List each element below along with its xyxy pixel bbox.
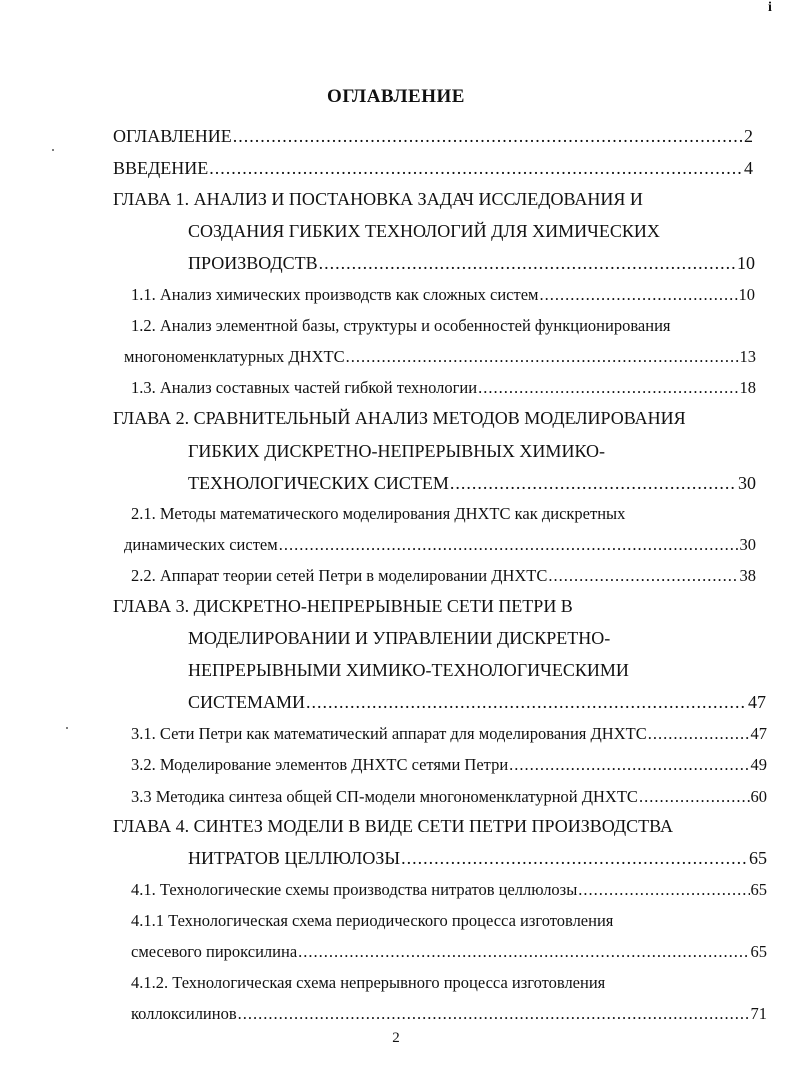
toc-leader-dots	[450, 472, 737, 494]
toc-page-number: 47	[750, 724, 767, 743]
page-title: ОГЛАВЛЕНИЕ	[327, 86, 465, 107]
toc-entry-title: ОГЛАВЛЕНИЕ	[113, 126, 232, 146]
toc-leader-dots	[509, 754, 749, 776]
toc-leader-dots	[279, 534, 739, 556]
toc-section-4-1[interactable]	[131, 879, 767, 901]
toc-page-number: 65	[750, 880, 767, 899]
toc-entry-title: 3.3 Методика синтеза общей СП-модели многономенклатурной ДНХТС	[131, 787, 638, 806]
toc-page-number: 65	[750, 942, 767, 961]
toc-page-number: 4	[744, 158, 753, 178]
toc-entry-title: ПРОИЗВОДСТВ	[188, 253, 318, 273]
toc-entry-title: 2.2. Аппарат теории сетей Петри в моделировании ДНХТС	[131, 566, 548, 585]
toc-section-3-3[interactable]	[131, 786, 767, 808]
toc-leader-dots	[648, 723, 750, 745]
toc-leader-dots	[233, 125, 743, 147]
toc-entry-title: 4.1. Технологические схемы производства нитратов целлюлозы	[131, 880, 578, 899]
toc-leader-dots	[539, 284, 737, 306]
toc-leader-dots	[238, 1003, 750, 1025]
toc-page-number: 60	[750, 787, 767, 806]
toc-chapter-4-line-1[interactable]: ГЛАВА 4. СИНТЕЗ МОДЕЛИ В ВИДЕ СЕТИ ПЕТРИ ПРОИЗВОДСТВА	[113, 816, 673, 836]
toc-chapter-3-line-2[interactable]: МОДЕЛИРОВАНИИ И УПРАВЛЕНИИ ДИСКРЕТНО-	[188, 628, 611, 648]
toc-section-4-1-2-line-1[interactable]: 4.1.2. Технологическая схема непрерывного процесса изготовления	[131, 973, 606, 992]
toc-leader-dots	[639, 786, 750, 808]
toc-page-number: 2	[744, 126, 753, 146]
toc-entry-title: динамических систем	[124, 535, 278, 554]
toc-chapter-2-line-2[interactable]: ГИБКИХ ДИСКРЕТНО-НЕПРЕРЫВНЫХ ХИМИКО-	[188, 441, 605, 461]
toc-section-2-1-line-1[interactable]: 2.1. Методы математического моделирования ДНХТС как дискретных	[131, 504, 626, 523]
toc-page-number: 38	[739, 566, 756, 585]
toc-section-2-1[interactable]	[124, 534, 756, 556]
toc-entry-introduction[interactable]	[113, 157, 753, 179]
toc-chapter-4[interactable]	[188, 847, 767, 869]
toc-section-3-2[interactable]	[131, 754, 767, 776]
toc-section-2-2[interactable]	[131, 565, 756, 587]
toc-section-1-2[interactable]	[124, 346, 756, 368]
toc-section-1-1[interactable]	[131, 284, 755, 306]
toc-entry-title: 1.1. Анализ химических производств как сложных систем	[131, 285, 539, 304]
toc-section-4-1-1[interactable]	[131, 941, 767, 963]
toc-page-number: 71	[750, 1004, 767, 1023]
toc-section-1-2-line-1[interactable]: 1.2. Анализ элементной базы, структуры и особенностей функционирования	[131, 316, 671, 335]
toc-chapter-2-line-1[interactable]: ГЛАВА 2. СРАВНИТЕЛЬНЫЙ АНАЛИЗ МЕТОДОВ МОДЕЛИРОВАНИЯ	[113, 408, 686, 428]
toc-entry-title: многономенклатурных ДНХТС	[124, 347, 345, 366]
toc-entry-title: 3.1. Сети Петри как математический аппарат для моделирования ДНХТС	[131, 724, 647, 743]
toc-chapter-3-line-1[interactable]: ГЛАВА 3. ДИСКРЕТНО-НЕПРЕРЫВНЫЕ СЕТИ ПЕТРИ В	[113, 596, 573, 616]
corner-mark: i	[768, 0, 772, 15]
toc-chapter-1-line-1[interactable]: ГЛАВА 1. АНАЛИЗ И ПОСТАНОВКА ЗАДАЧ ИССЛЕДОВАНИЯ И	[113, 189, 643, 209]
toc-entry-title: коллоксилинов	[131, 1004, 237, 1023]
scan-speck	[52, 149, 54, 151]
toc-leader-dots	[401, 847, 748, 869]
toc-leader-dots	[209, 157, 743, 179]
toc-entry-title: смесевого пироксилина	[131, 942, 298, 961]
toc-page-number: 47	[748, 692, 766, 712]
toc-leader-dots	[319, 252, 736, 274]
toc-page-number: 65	[749, 848, 767, 868]
toc-section-4-1-1-line-1[interactable]: 4.1.1 Технологическая схема периодического процесса изготовления	[131, 911, 614, 930]
toc-chapter-2[interactable]	[188, 472, 756, 494]
toc-leader-dots	[346, 346, 739, 368]
scan-speck	[66, 727, 68, 729]
toc-entry-title: ТЕХНОЛОГИЧЕСКИХ СИСТЕМ	[188, 473, 449, 493]
toc-chapter-1[interactable]	[188, 252, 755, 274]
toc-page-number: 30	[739, 535, 756, 554]
toc-entry-title: 1.3. Анализ составных частей гибкой технологии	[131, 378, 478, 397]
toc-page-number: 13	[739, 347, 756, 366]
toc-leader-dots	[578, 879, 749, 901]
toc-page-number: 10	[738, 285, 755, 304]
toc-page-number: 49	[750, 755, 767, 774]
toc-entry-contents[interactable]	[113, 125, 753, 147]
toc-leader-dots	[306, 691, 747, 713]
toc-page-number: 18	[739, 378, 756, 397]
toc-leader-dots	[478, 377, 738, 399]
toc-section-4-1-2[interactable]	[131, 1003, 767, 1025]
toc-entry-title: ВВЕДЕНИЕ	[113, 158, 209, 178]
toc-chapter-1-line-2[interactable]: СОЗДАНИЯ ГИБКИХ ТЕХНОЛОГИЙ ДЛЯ ХИМИЧЕСКИХ	[188, 221, 660, 241]
toc-entry-title: 3.2. Моделирование элементов ДНХТС сетями Петри	[131, 755, 509, 774]
toc-section-1-3[interactable]	[131, 377, 756, 399]
toc-page-number: 30	[738, 473, 756, 493]
toc-section-3-1[interactable]	[131, 723, 767, 745]
toc-page-number: 10	[737, 253, 755, 273]
toc-leader-dots	[548, 565, 738, 587]
toc-leader-dots	[298, 941, 749, 963]
toc-entry-title: НИТРАТОВ ЦЕЛЛЮЛОЗЫ	[188, 848, 401, 868]
page-number: 2	[392, 1030, 400, 1046]
toc-chapter-3-line-3[interactable]: НЕПРЕРЫВНЫМИ ХИМИКО-ТЕХНОЛОГИЧЕСКИМИ	[188, 660, 629, 680]
toc-entry-title: СИСТЕМАМИ	[188, 692, 306, 712]
toc-chapter-3[interactable]	[188, 691, 766, 713]
